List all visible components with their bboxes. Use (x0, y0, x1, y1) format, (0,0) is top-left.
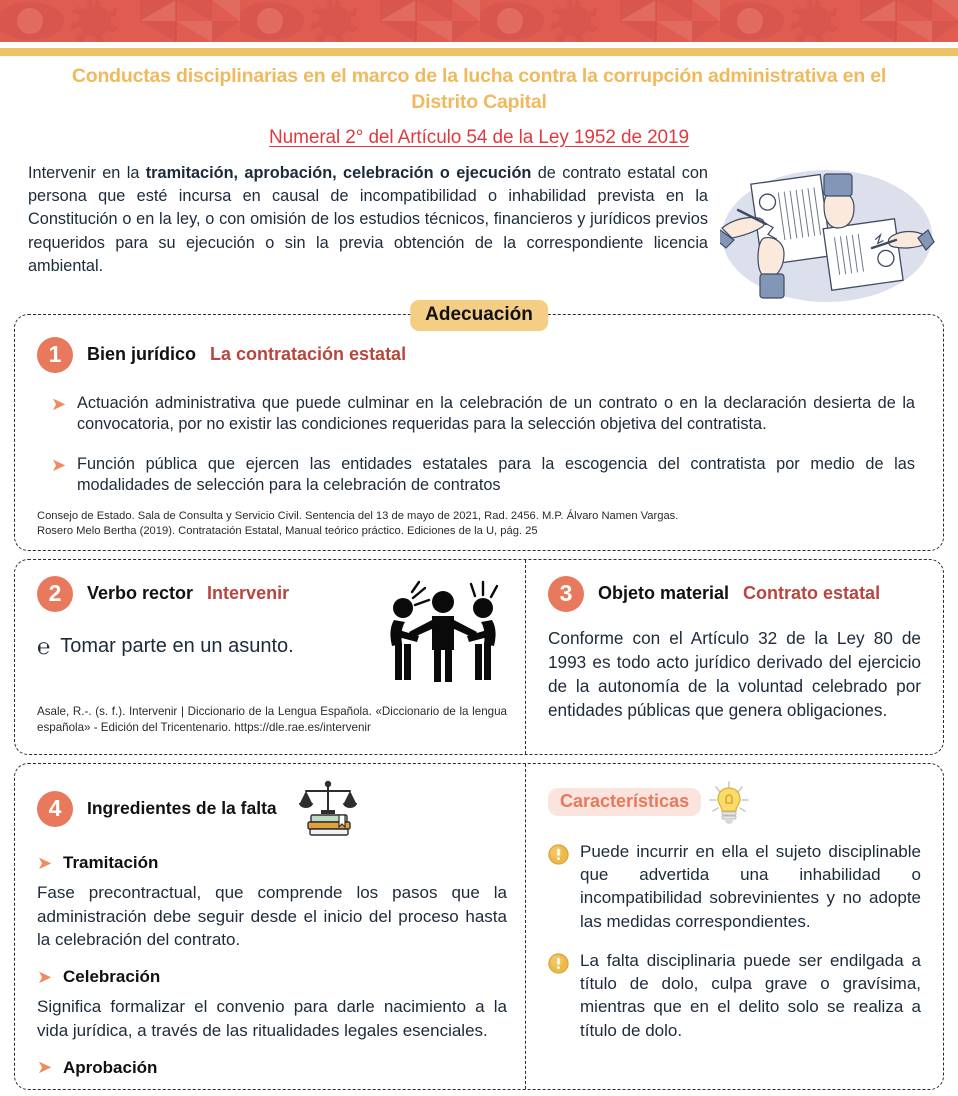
intro-bold-phrase: tramitación, aprobación, celebración o ejecución (145, 163, 532, 182)
section-3-body: Conforme con el Artículo 32 de la Ley 80 de 1993 es todo acto jurídico derivado del ejercicio de la autonomía de la voluntad celebrado por entidades públicas que genera obligaciones. (548, 627, 921, 720)
ingrediente-heading (37, 1056, 507, 1079)
ingrediente-label: Celebración (63, 967, 161, 986)
section-number-badge-2: 2 (37, 576, 73, 612)
title-block (0, 56, 958, 149)
verbo-definition-row (37, 634, 294, 660)
arrow-bullet-icon: ➤ (37, 1057, 53, 1078)
caracteristicas-badge: Características (548, 788, 701, 816)
list-item (51, 454, 915, 497)
section-2-citation: Asale, R.-. (s. f.). Intervenir | Diccionario de la Lengua Española. «Diccionario de la lengua española» - Edición del Tricentenario. https://dle.rae.es/intervenir (37, 704, 507, 734)
panel-bien-juridico (14, 303, 944, 551)
section-4-title: Ingredientes de la falta (87, 798, 277, 819)
section-1-citation (37, 509, 921, 540)
ingrediente-label: Tramitación (63, 853, 159, 873)
citation-line: Consejo de Estado. Sala de Consulta y Servicio Civil. Sentencia del 13 de mayo de 2021, Rad. 2456. M.P. Álvaro Namen Vargas. (37, 509, 679, 522)
curly-marker-icon: ℮ (37, 633, 51, 659)
section-number-badge-3: 3 (548, 576, 584, 612)
ingrediente-body: Significa formalizar el convenio para darle nacimiento a la vida jurídica, a través de las ritualidades legales esenciales. (37, 997, 507, 1040)
panel-verbo-rector (15, 560, 525, 754)
intro-rest: de contrato estatal con persona que esté incursa en causal de incompatibilidad o inhabilidad prevista en la Constitución o en la ley, o con omisión de los estudios técnicos, financieros y jurídicos previos requeridos para su ejecución o sin la previa obtención de la correspondiente licencia ambiental. (28, 163, 708, 276)
intro-paragraph (28, 162, 708, 278)
intro-section (0, 149, 958, 306)
arrow-bullet-icon: ➤ (37, 966, 53, 987)
section-4-header (37, 780, 507, 838)
section-number-badge-4: 4 (37, 791, 73, 827)
section-3-header (548, 576, 921, 612)
panel-ingredientes (15, 764, 525, 1089)
section-1-title: Bien jurídico (87, 344, 197, 365)
panel-objeto-material (526, 560, 943, 754)
lightbulb-idea-icon (707, 780, 751, 824)
page-title: Conductas disciplinarias en el marco de la lucha contra la corrupción administrativa en el Distrito Capital (71, 65, 887, 113)
bullet-text: Función pública que ejercen las entidades estatales para la escogencia del contratista por medio de las modalidades de selección para la celebración de contratos (77, 454, 915, 495)
section-2-title: Verbo rector (87, 583, 194, 604)
panel-ingredientes-caracteristicas (14, 763, 944, 1090)
arrow-bullet-icon: ➤ (51, 454, 67, 475)
ingrediente-heading (37, 966, 507, 989)
adecuacion-badge: Adecuación (410, 300, 548, 331)
ingrediente-heading (37, 852, 507, 875)
header-pattern-graphic (0, 0, 958, 42)
hands-signing-contract-illustration (720, 166, 935, 306)
section-number-badge-1: 1 (37, 337, 73, 373)
arrow-bullet-icon: ➤ (51, 393, 67, 414)
ingrediente-body: Fase precontractual, que comprende los pasos que la administración debe seguir desde el inicio del proceso hasta la celebración del contrato. (37, 883, 507, 950)
page-subtitle: Numeral 2° del Artículo 54 de la Ley 1952 de 2019 (269, 126, 689, 148)
section-2-header (37, 576, 294, 612)
header-gold-rule (0, 48, 958, 56)
ingrediente-item (37, 852, 507, 952)
ingrediente-label: Aprobación (63, 1057, 158, 1077)
ingrediente-item (37, 966, 507, 1043)
warning-exclamation-icon (548, 844, 570, 870)
scales-of-justice-on-books-icon (297, 780, 359, 838)
verbo-definition-text: Tomar parte en un asunto. (60, 635, 294, 658)
section-1-header (37, 337, 921, 373)
header-decorative-band (0, 0, 958, 42)
section-1-bullets (37, 393, 921, 497)
warning-exclamation-icon (548, 953, 570, 979)
intro-lead: Intervenir en la (28, 163, 146, 182)
section-1-value: La contratación estatal (210, 344, 407, 365)
ingrediente-item (37, 1056, 507, 1079)
list-item (548, 949, 921, 1042)
citation-line: Rosero Melo Bertha (2019). Contratación Estatal, Manual teórico práctico. Ediciones de la U, pág. 25 (37, 525, 538, 538)
bullet-text: Actuación administrativa que puede culminar en la celebración de un contrato o en la declaración desierta de la convocatoria, por no existir las condiciones requeridas para la selección objetiva del contratista. (77, 393, 915, 434)
panel-verbo-objeto (14, 559, 944, 755)
three-people-mediation-pictogram (379, 578, 507, 688)
section-2-value: Intervenir (207, 583, 290, 604)
list-item (51, 393, 915, 436)
caracteristica-text: Puede incurrir en ella el sujeto disciplinable que advertida una inhabilidad o incompatibilidad sobrevinientes y no adopte las medidas correspondientes. (580, 841, 921, 931)
caracteristica-text: La falta disciplinaria puede ser endilgada a título de dolo, culpa grave o gravísima, mientras que en el delito solo se realiza a título de dolo. (580, 950, 921, 1040)
panel-caracteristicas (526, 764, 943, 1089)
list-item (548, 840, 921, 933)
caracteristicas-header (548, 780, 921, 824)
arrow-bullet-icon: ➤ (37, 852, 53, 873)
intro-illustration (714, 166, 940, 306)
section-3-title: Objeto material (598, 583, 730, 604)
section-3-value: Contrato estatal (743, 583, 881, 604)
content-panels (0, 303, 958, 1090)
